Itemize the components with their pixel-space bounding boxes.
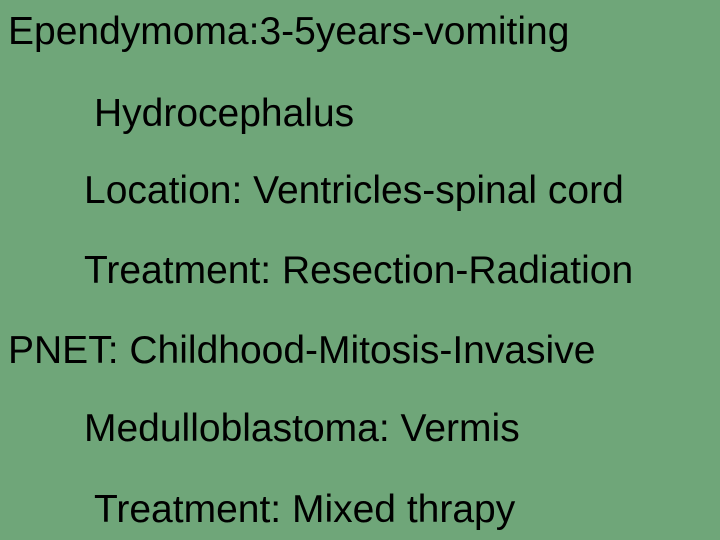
pnet-treatment-value: Mixed thrapy	[281, 488, 516, 531]
location-colon: :	[231, 169, 243, 212]
pnet-treatment-line	[94, 490, 515, 529]
ependymoma-value: 3-5years-vomiting	[259, 10, 570, 53]
medulloblastoma-value: Vermis	[389, 407, 520, 450]
ependymoma-treatment-colon: :	[260, 249, 272, 292]
pnet-value: Childhood-Mitosis-Invasive	[118, 329, 596, 372]
ependymoma-treatment-label: Treatment	[84, 249, 261, 292]
ependymoma-treatment-line	[84, 251, 633, 290]
pnet-label: PNET	[8, 329, 108, 372]
ependymoma-line	[8, 12, 569, 51]
pnet-treatment-colon: :	[270, 488, 282, 531]
hydrocephalus-value: Hydrocephalus	[94, 92, 355, 135]
pnet-line	[8, 331, 595, 370]
location-line	[84, 171, 624, 210]
pnet-treatment-label: Treatment	[94, 488, 271, 531]
location-label: Location	[84, 169, 232, 212]
medulloblastoma-colon: :	[378, 407, 390, 450]
medulloblastoma-line	[84, 409, 520, 448]
pnet-colon: :	[107, 329, 119, 372]
hydrocephalus-line	[94, 94, 354, 133]
ependymoma-treatment-value: Resection-Radiation	[271, 249, 634, 292]
ependymoma-colon: :	[248, 10, 260, 53]
medulloblastoma-label: Medulloblastoma	[84, 407, 379, 450]
ependymoma-label: Ependymoma	[8, 10, 249, 53]
location-value: Ventricles-spinal cord	[242, 169, 624, 212]
